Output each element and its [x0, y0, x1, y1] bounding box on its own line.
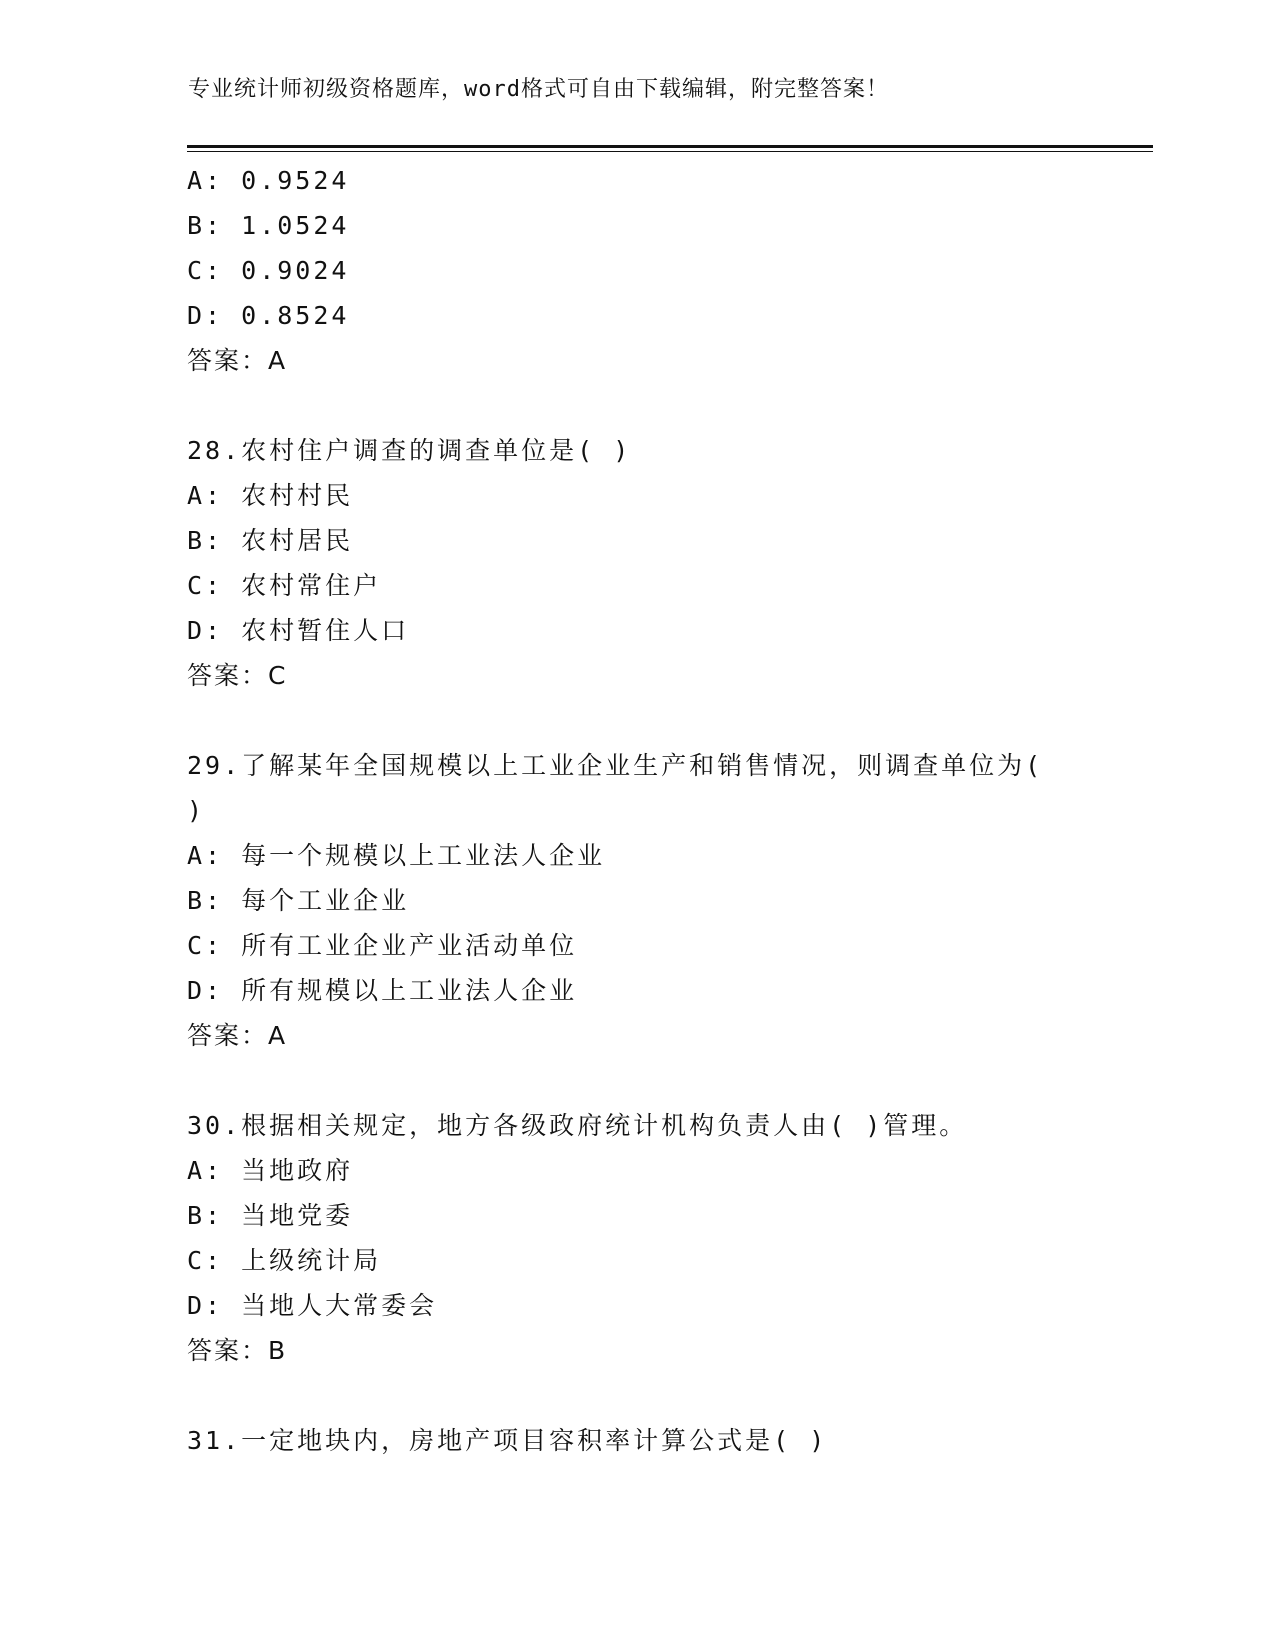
q27-option-d: D: 0.8524 [187, 301, 350, 330]
q28-option-c: C: 农村常住户 [187, 571, 382, 600]
q28-answer: 答案：C [187, 661, 288, 690]
q29-option-c: C: 所有工业企业产业活动单位 [187, 931, 578, 960]
spacer [187, 1373, 1087, 1418]
q30-answer: 答案：B [187, 1336, 288, 1365]
q30-option-c: C: 上级统计局 [187, 1246, 382, 1275]
header-rule-thick [187, 145, 1153, 148]
q27-answer: 答案：A [187, 346, 288, 375]
q29-option-d: D: 所有规模以上工业法人企业 [187, 976, 578, 1005]
q28-option-b: B: 农村居民 [187, 526, 354, 555]
header-rule-thin [187, 151, 1153, 152]
spacer [187, 383, 1087, 428]
spacer [187, 1058, 1087, 1103]
q29-option-b: B: 每个工业企业 [187, 886, 410, 915]
q30-option-d: D: 当地人大常委会 [187, 1291, 438, 1320]
page-header: 专业统计师初级资格题库，word格式可自由下载编辑，附完整答案！ [188, 77, 889, 102]
spacer [187, 698, 1087, 743]
q29-option-a: A: 每一个规模以上工业法人企业 [187, 841, 606, 870]
q28-option-d: D: 农村暂住人口 [187, 616, 410, 645]
q29-stem-line1: 29.了解某年全国规模以上工业企业生产和销售情况，则调查单位为( [187, 751, 1044, 780]
q29-answer: 答案：A [187, 1021, 288, 1050]
q28-stem: 28.农村住户调查的调查单位是( ) [187, 436, 632, 465]
question-content [187, 158, 1087, 1463]
q27-option-b: B: 1.0524 [187, 211, 350, 240]
q27-option-c: C: 0.9024 [187, 256, 350, 285]
q31-stem: 31.一定地块内，房地产项目容积率计算公式是( ) [187, 1426, 828, 1455]
q30-option-b: B: 当地党委 [187, 1201, 354, 1230]
q29-stem-line2: ) [187, 796, 206, 825]
q30-stem: 30.根据相关规定，地方各级政府统计机构负责人由( )管理。 [187, 1111, 968, 1140]
q27-option-a: A: 0.9524 [187, 166, 350, 195]
q30-option-a: A: 当地政府 [187, 1156, 354, 1185]
q28-option-a: A: 农村村民 [187, 481, 354, 510]
